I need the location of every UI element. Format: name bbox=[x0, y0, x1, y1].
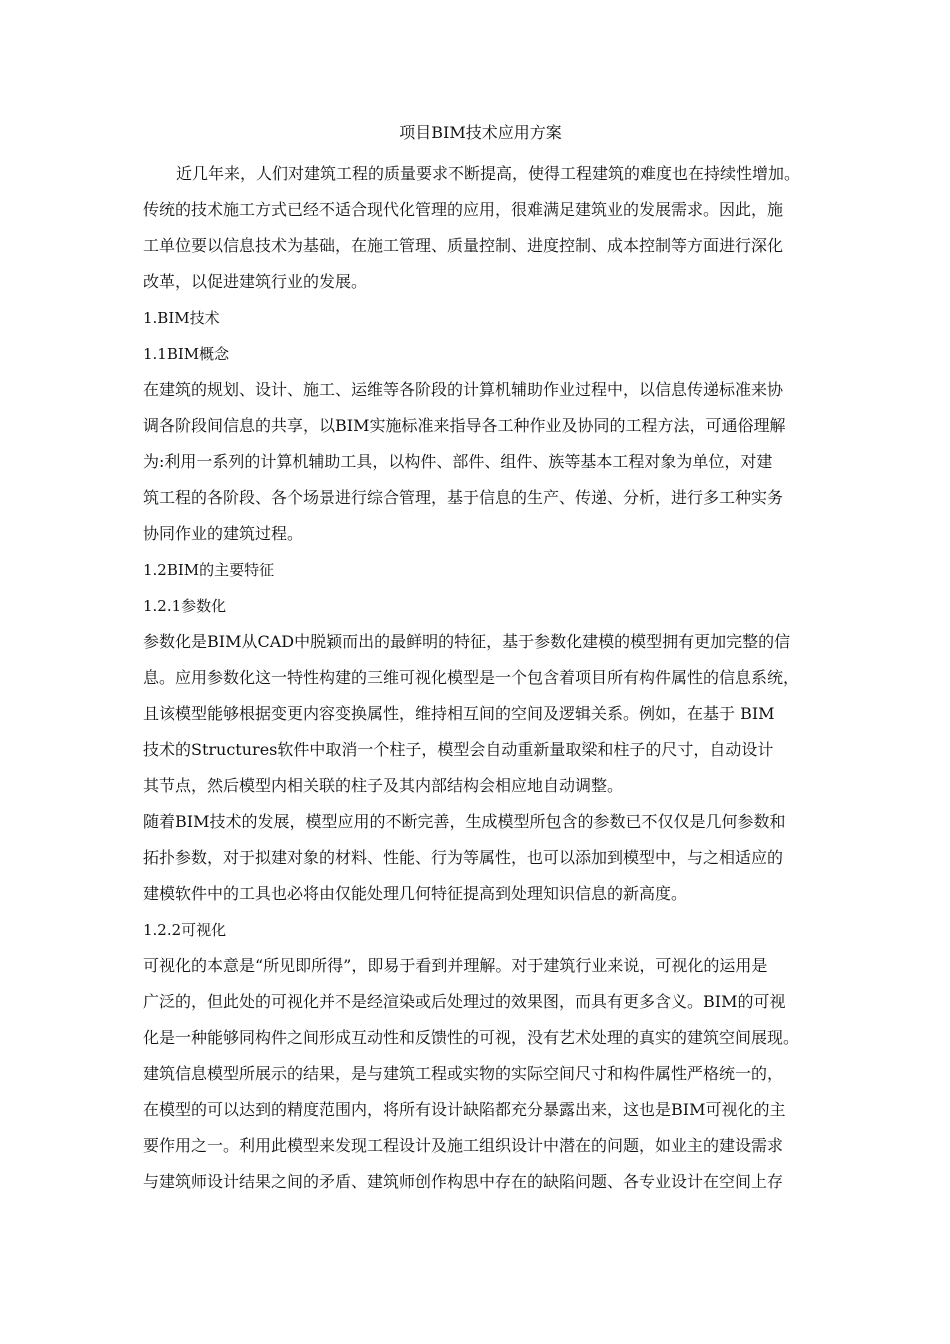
paragraph-line: 广泛的，但此处的可视化并不是经渲染或后处理过的效果图，而具有更多含义。BIM的可视 bbox=[143, 992, 786, 1011]
section-heading-1-2-2: 1.2.2可视化 bbox=[143, 921, 227, 939]
paragraph-line: 传统的技术施工方式已经不适合现代化管理的应用，很难满足建筑业的发展需求。因此，施 bbox=[143, 200, 784, 219]
paragraph-line: 化是一种能够同构件之间形成互动性和反馈性的可视，没有艺术处理的真实的建筑空间展现。 bbox=[143, 1028, 800, 1047]
paragraph-line: 随着BIM技术的发展，模型应用的不断完善，生成模型所包含的参数已不仅仅是几何参数和 bbox=[143, 812, 786, 831]
paragraph-line: 拓扑参数，对于拟建对象的材料、性能、行为等属性，也可以添加到模型中，与之相适应的 bbox=[143, 848, 784, 867]
section-heading-1-2: 1.2BIM的主要特征 bbox=[143, 561, 275, 579]
parametric-development-paragraph bbox=[143, 804, 818, 912]
paragraph-line: 建筑信息模型所展示的结果，是与建筑工程或实物的实际空间尺寸和构件属性严格统一的， bbox=[143, 1064, 784, 1083]
section-heading-1: 1.BIM技术 bbox=[143, 309, 220, 327]
intro-paragraph bbox=[143, 156, 818, 300]
paragraph-line: 筑工程的各阶段、各个场景进行综合管理，基于信息的生产、传递、分析，进行多工种实务 bbox=[143, 488, 784, 507]
paragraph-line: 工单位要以信息技术为基础，在施工管理、质量控制、进度控制、成本控制等方面进行深化 bbox=[143, 236, 784, 255]
document-page bbox=[143, 120, 818, 1200]
document-title: 项目BIM技术应用方案 bbox=[399, 123, 562, 142]
paragraph-line: 为:利用一系列的计算机辅助工具，以构件、部件、组件、族等基本工程对象为单位，对建 bbox=[143, 452, 773, 471]
paragraph-line: 要作用之一。利用此模型来发现工程设计及施工组织设计中潜在的问题，如业主的建设需求 bbox=[143, 1136, 784, 1155]
paragraph-line: 参数化是BIM从CAD中脱颖而出的最鲜明的特征，基于参数化建模的模型拥有更加完整的信 bbox=[143, 632, 791, 651]
bim-concept-paragraph bbox=[143, 372, 818, 552]
section-heading-1-2-1: 1.2.1参数化 bbox=[143, 597, 227, 615]
paragraph-line: 改革，以促进建筑行业的发展。 bbox=[143, 272, 368, 291]
paragraph-line: 在模型的可以达到的精度范围内，将所有设计缺陷都充分暴露出来，这也是BIM可视化的主 bbox=[143, 1100, 786, 1119]
paragraph-line: 协同作业的建筑过程。 bbox=[143, 524, 304, 543]
section-heading-1-1: 1.1BIM概念 bbox=[143, 345, 230, 363]
paragraph-line: 其节点，然后模型内相关联的柱子及其内部结构会相应地自动调整。 bbox=[143, 776, 624, 795]
paragraph-line: 在建筑的规划、设计、施工、运维等各阶段的计算机辅助作业过程中，以信息传递标准来协 bbox=[143, 380, 784, 399]
parametric-paragraph bbox=[143, 624, 818, 804]
visualization-paragraph bbox=[143, 948, 818, 1200]
paragraph-line: 技术的Structures软件中取消一个柱子，模型会自动重新量取梁和柱子的尺寸，自动设计 bbox=[143, 740, 774, 759]
paragraph-line: 息。应用参数化这一特性构建的三维可视化模型是一个包含着项目所有构件属性的信息系统， bbox=[143, 668, 800, 687]
paragraph-line: 与建筑师设计结果之间的矛盾、建筑师创作构思中存在的缺陷问题、各专业设计在空间上存 bbox=[143, 1172, 784, 1191]
paragraph-line: 调各阶段间信息的共享，以BIM实施标准来指导各工种作业及协同的工程方法，可通俗理解 bbox=[143, 416, 786, 435]
paragraph-line: 建模软件中的工具也必将由仅能处理几何特征提高到处理知识信息的新高度。 bbox=[143, 884, 688, 903]
paragraph-line: 且该模型能够根据变更内容变换属性，维持相互间的空间及逻辑关系。例如，在基于 BIM bbox=[143, 704, 775, 723]
paragraph-line: 近几年来，人们对建筑工程的质量要求不断提高，使得工程建筑的难度也在持续性增加。 bbox=[176, 164, 801, 183]
paragraph-line: 可视化的本意是“所见即所得”，即易于看到并理解。对于建筑行业来说，可视化的运用是 bbox=[143, 956, 768, 975]
